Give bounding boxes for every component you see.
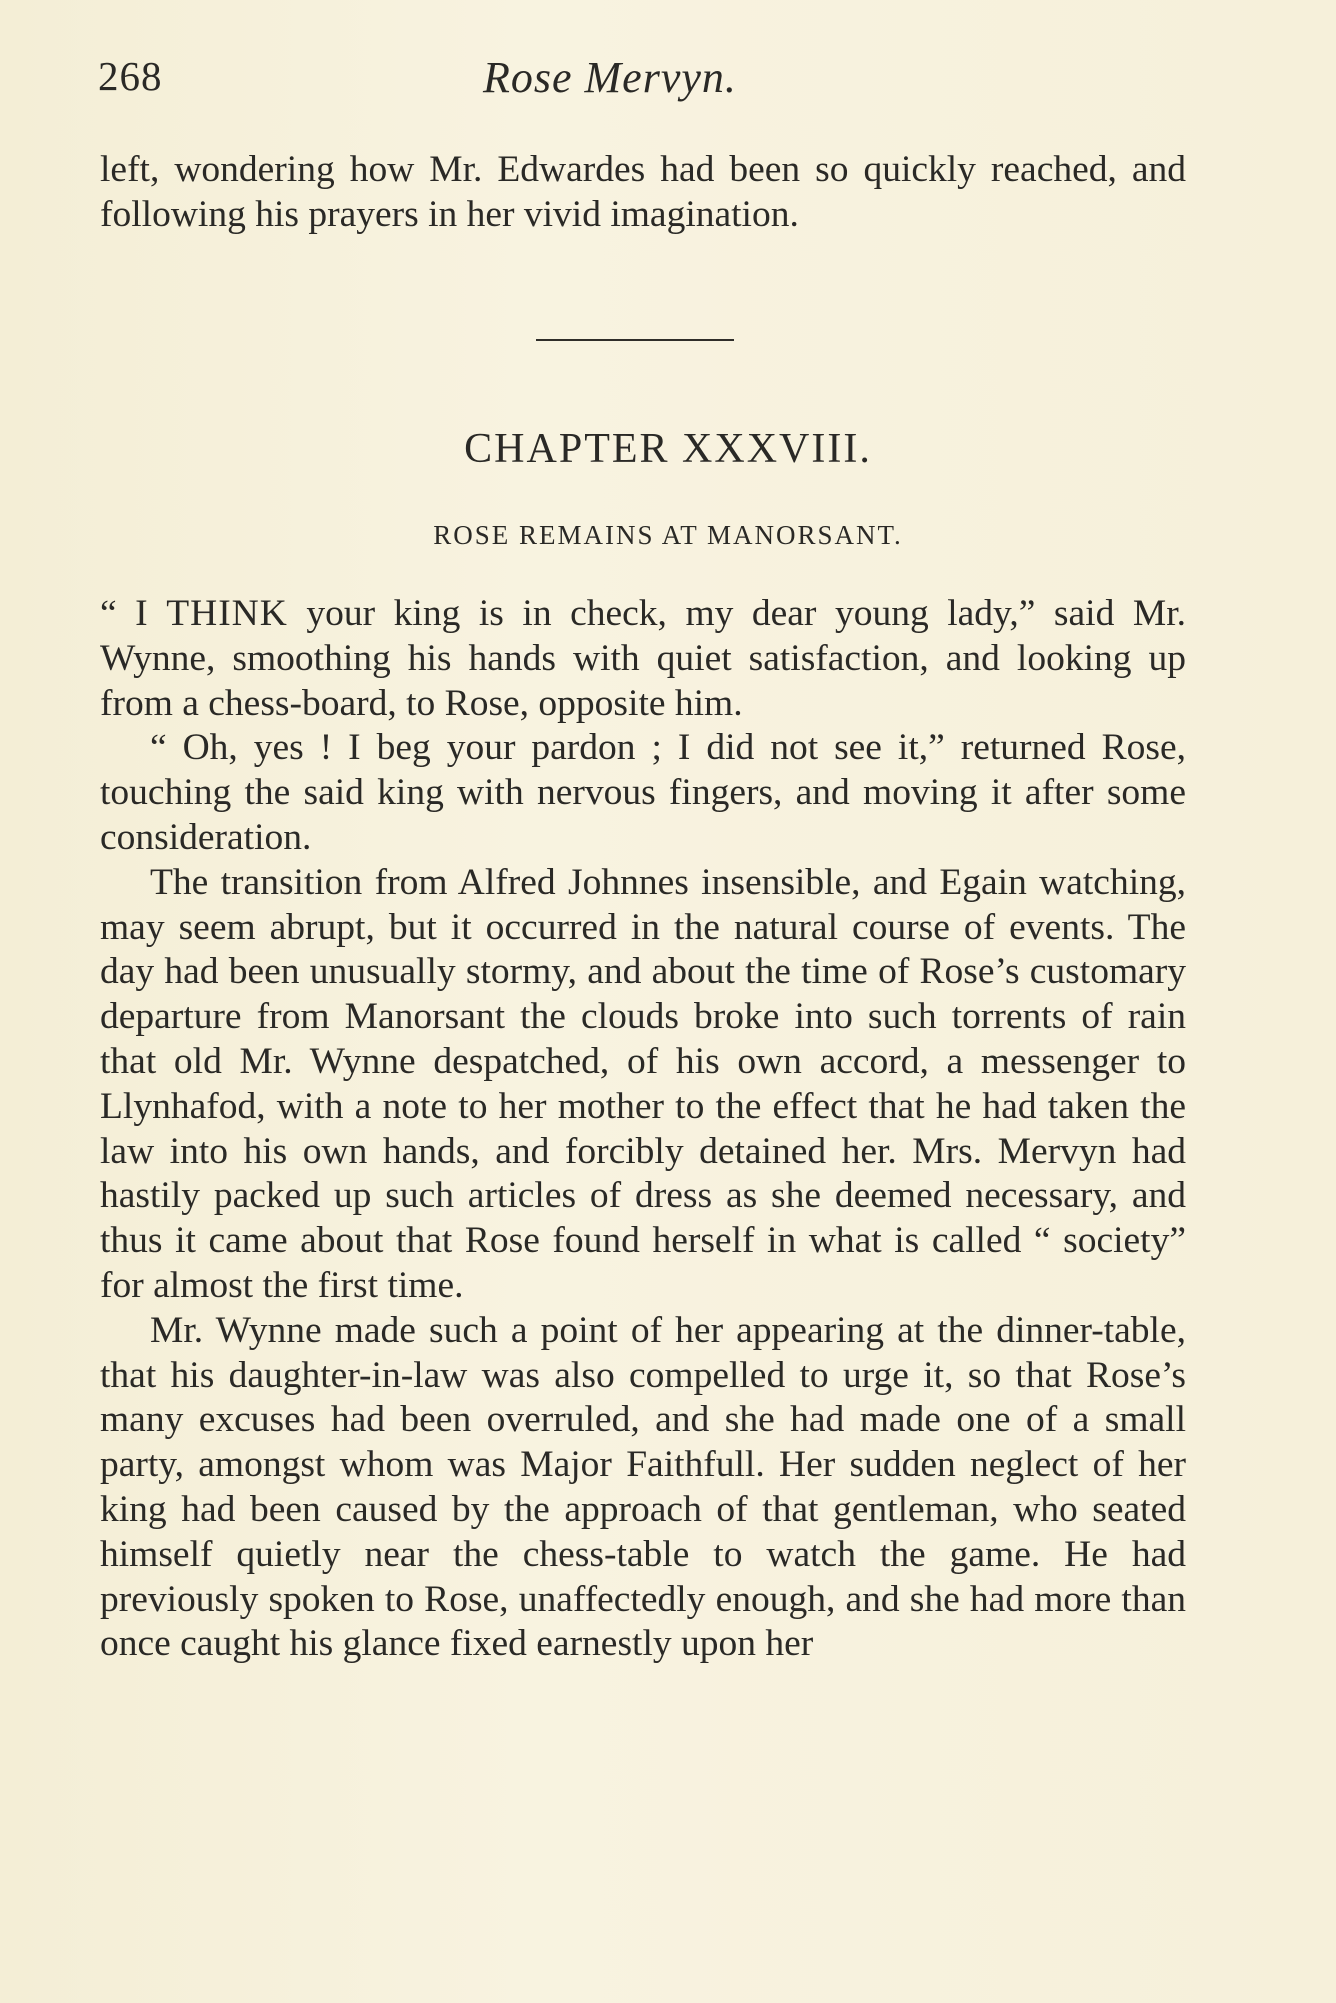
- opening-quote: “ I: [100, 593, 167, 634]
- chapter-subtitle: ROSE REMAINS AT MANORSANT.: [433, 520, 903, 550]
- section-divider: [536, 339, 734, 341]
- page-header: [98, 52, 1188, 112]
- chapter-heading: CHAPTER XXXVIII.: [464, 426, 872, 472]
- paragraph-text: your king is in check, my dear young lady,” said Mr. Wynne, smoothing his hands with quiet satisfaction, and looking up from a chess-board, to Rose, opposite him.: [100, 593, 1186, 724]
- lead-word: THINK: [166, 593, 288, 634]
- paragraph: “ Oh, yes ! I beg your pardon ; I did not see it,” returned Rose, touching the said king with nervous fingers, and moving it after some consideration.: [100, 727, 1186, 858]
- paragraph: [100, 592, 1186, 726]
- paragraph: Mr. Wynne made such a point of her appearing at the dinner-table, that his daughter-in-law was also compelled to urge it, so that Rose’s many excuses had been overruled, and she had made one of a small party, amongst whom was Major Faithfull. Her sudden neglect of her king had been caused by the approach of that gentleman, who seated himself quietly near the chess-table to watch the game. He had previously spoken to Rose, unaffectedly enough, and she had more than once caught his glance fixed earnestly upon her: [100, 1309, 1186, 1665]
- chapter-body: [100, 592, 1186, 1667]
- carry-over-paragraph: left, wondering how Mr. Edwardes had been so quickly reached, and following his prayers in her vivid imagination.: [100, 149, 1186, 235]
- running-title: Rose Mervyn.: [483, 53, 737, 102]
- page-number: 268: [98, 53, 163, 99]
- paragraph: The transition from Alfred Johnnes insensible, and Egain watching, may seem abrupt, but it occurred in the natural course of events. The day had been unusually stormy, and about the time of Rose’s customary departure from Manorsant the clouds broke into such torrents of rain that old Mr. Wynne despatched, of his own accord, a messenger to Llynhafod, with a note to her mother to the effect that he had taken the law into his own hands, and forcibly detained her. Mrs. Mervyn had hastily packed up such articles of dress as she deemed necessary, and thus it came about that Rose found herself in what is called “ society” for almost the first time.: [100, 861, 1186, 1306]
